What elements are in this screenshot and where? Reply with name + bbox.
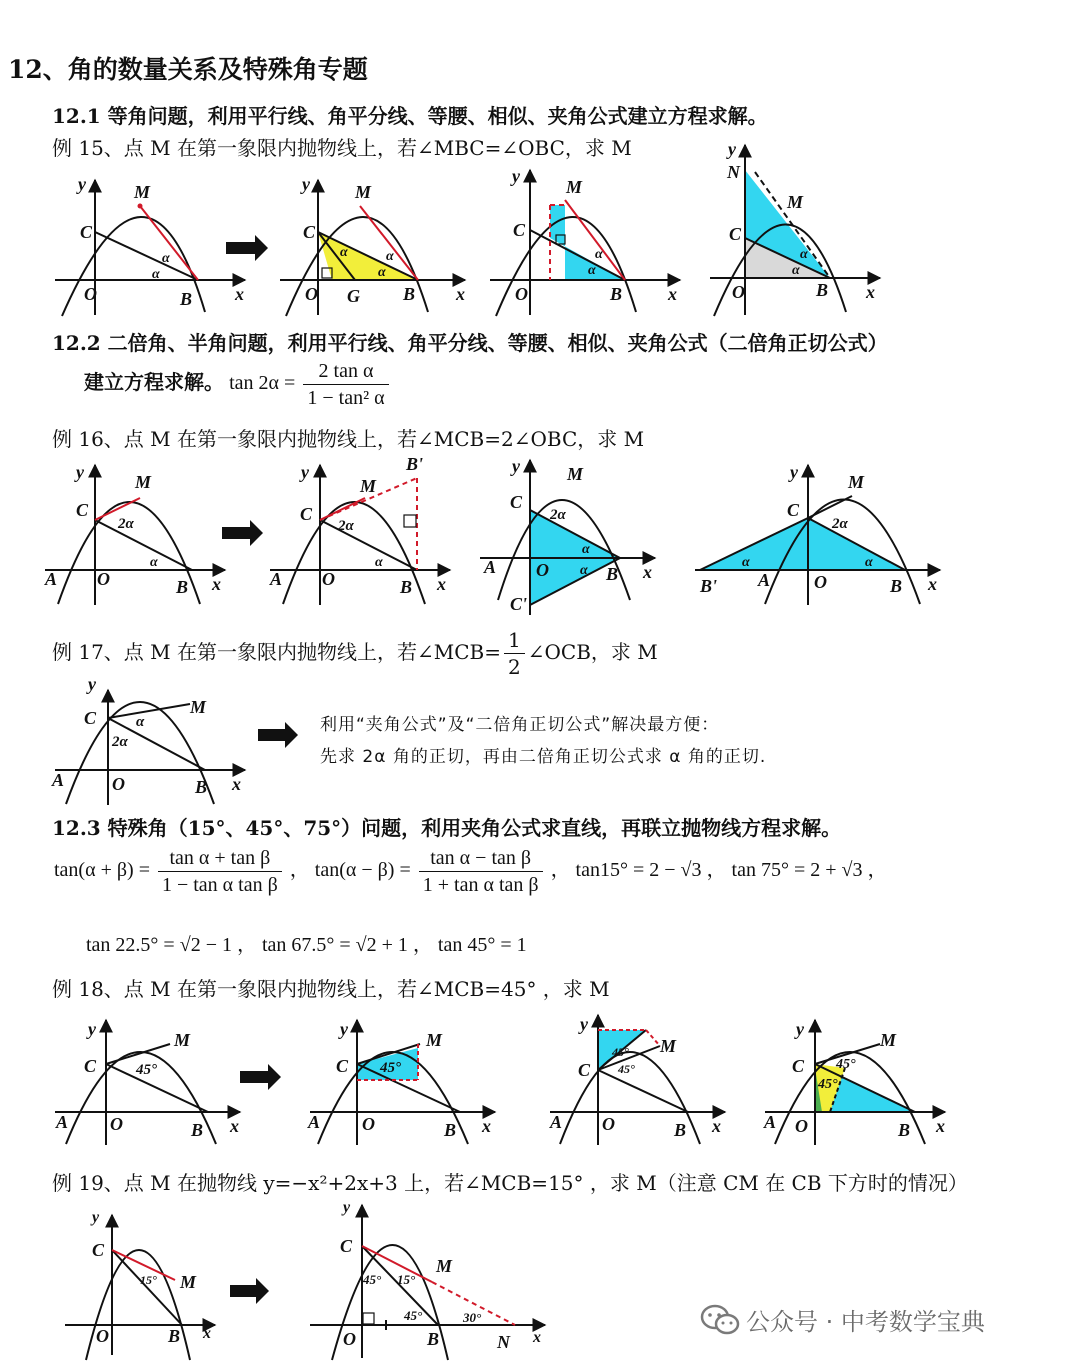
f2-num: tan α − tan β — [419, 845, 543, 872]
fig17-C: C — [84, 708, 97, 728]
fig18-2-B: B — [444, 1120, 457, 1140]
fig16-2-C: C — [300, 504, 313, 524]
fig19-2-30: 30° — [463, 1310, 482, 1325]
f3-special-values: ， tan15° = 2 − √3 ， tan 75° = 2 + √3 ， — [550, 859, 888, 882]
fig19-1-x: x — [203, 1325, 211, 1342]
arrow-right-icon — [222, 520, 263, 546]
fig16-1-y: y — [76, 462, 84, 482]
fig18-1-O: O — [110, 1114, 123, 1134]
fig16-4-a1: α — [742, 555, 750, 570]
fig17-y: y — [88, 674, 96, 694]
fig19-2-45a: 45° — [363, 1272, 382, 1287]
f2-lhs: ， tan(α − β) = — [289, 859, 411, 882]
fig16-4-C: C — [787, 500, 800, 520]
example-15: 例 15、点 M 在第一象限内抛物线上，若∠MBC=∠OBC，求 M — [52, 136, 632, 160]
fig19-2-y: y — [343, 1199, 351, 1216]
fig19-1-C: C — [92, 1240, 105, 1260]
fig16-4-a2: α — [865, 555, 873, 570]
fig18-4-A: A — [764, 1112, 777, 1132]
fig15-1-x: x — [235, 284, 244, 304]
fig-19-1 — [65, 1209, 215, 1360]
fig15-2-x: x — [456, 284, 465, 304]
fig16-2-M: M — [360, 476, 377, 496]
example-16: 例 16、点 M 在第一象限内抛物线上，若∠MCB=2∠OBC，求 M — [52, 427, 645, 451]
page-title: 12、角的数量关系及特殊角专题 — [8, 55, 368, 84]
fig16-1-M: M — [135, 472, 152, 492]
fig19-1-M: M — [180, 1272, 197, 1292]
fig16-2-O: O — [322, 569, 335, 589]
f1-lhs: tan(α + β) = — [54, 859, 150, 882]
fig-16-3 — [480, 456, 655, 615]
fig15-3-x: x — [668, 284, 677, 304]
fig18-3-45b: 45° — [618, 1062, 635, 1076]
fig16-4-Bp: B' — [700, 576, 718, 596]
fig-18-3 — [549, 1014, 725, 1145]
formula-numerator: 2 tan α — [303, 358, 388, 385]
arrow-right-icon — [258, 722, 298, 748]
special-tan-values: tan 22.5° = √2 − 1 ， tan 67.5° = √2 + 1 ， tan 45° = 1 — [86, 934, 527, 956]
fig19-2-M: M — [436, 1256, 453, 1276]
fig16-4-O: O — [814, 572, 827, 592]
fig18-4-B: B — [898, 1120, 911, 1140]
fig16-3-a1: α — [582, 542, 590, 557]
fig15-2-y: y — [302, 174, 310, 194]
fig16-3-2a: 2α — [550, 507, 566, 523]
fig17-A: A — [52, 770, 65, 790]
fig19-1-O: O — [96, 1326, 109, 1346]
fig17-O: O — [112, 774, 125, 794]
fig17-x: x — [232, 774, 241, 794]
fig18-1-M: M — [174, 1030, 191, 1050]
fig16-1-O: O — [97, 569, 110, 589]
section-12-1-heading: 12.1 等角问题，利用平行线、角平分线、等腰、相似、夹角公式建立方程求解。 — [52, 104, 768, 128]
fig16-3-a2: α — [580, 563, 588, 578]
fig-16-1 — [44, 462, 225, 605]
fig19-2-O: O — [343, 1329, 356, 1349]
fig15-2-B: B — [403, 284, 416, 304]
fig16-3-M: M — [567, 464, 584, 484]
fig-15-4 — [710, 139, 880, 316]
fig16-3-C: C — [510, 492, 523, 512]
fig-15-2 — [280, 174, 465, 316]
fig18-2-x: x — [482, 1116, 491, 1136]
example-17-text-a: 例 17、点 M 在第一象限内抛物线上，若∠MCB= — [52, 640, 501, 664]
fig16-2-a: α — [375, 555, 383, 570]
fig15-3-y: y — [512, 166, 520, 186]
fig16-3-A: A — [484, 557, 497, 577]
section-12-2-heading-cont: 建立方程求解。 — [84, 370, 224, 394]
example-17-num: 1 — [504, 627, 525, 654]
fig15-2-C: C — [303, 222, 316, 242]
fig15-3-a2: α — [588, 263, 596, 278]
fig15-2-a1: α — [340, 245, 348, 260]
fig18-3-O: O — [602, 1114, 615, 1134]
fig18-4-x: x — [936, 1116, 945, 1136]
wechat-icon — [700, 1303, 740, 1337]
fig19-2-C: C — [340, 1236, 353, 1256]
fig18-2-45: 45° — [380, 1060, 401, 1076]
fig15-3-M: M — [566, 177, 583, 197]
fig-18-2 — [307, 1019, 495, 1145]
f2-den: 1 + tan α tan β — [422, 874, 539, 896]
arrow-right-icon — [226, 235, 268, 261]
fig18-1-C: C — [84, 1056, 97, 1076]
fig-15-1 — [55, 174, 245, 316]
fig16-4-x: x — [928, 574, 937, 594]
fig18-3-45a: 45° — [612, 1045, 629, 1059]
fig15-2-O: O — [305, 284, 318, 304]
fig15-2-a2: α — [386, 249, 394, 264]
fig16-2-A: A — [270, 569, 283, 589]
fig15-4-x: x — [866, 282, 875, 302]
note-line-2: 先求 2α 角的正切，再由二倍角正切公式求 α 角的正切. — [320, 747, 767, 767]
fig18-3-B: B — [674, 1120, 687, 1140]
fig18-1-A: A — [56, 1112, 69, 1132]
fig18-1-45: 45° — [136, 1062, 157, 1078]
fig15-3-a1: α — [595, 247, 603, 262]
fig15-1-B: B — [180, 289, 193, 309]
fig15-3-C: C — [513, 220, 526, 240]
fig16-2-x: x — [437, 574, 446, 594]
fig18-4-y: y — [796, 1019, 804, 1039]
fig18-4-O: O — [795, 1116, 808, 1136]
fig16-2-B: B — [400, 577, 413, 597]
fig16-3-x: x — [643, 562, 652, 582]
fig19-1-B: B — [168, 1326, 181, 1346]
formula-lhs: tan 2α = — [229, 372, 296, 394]
fig15-2-M: M — [355, 182, 372, 202]
fig15-4-a2: α — [792, 263, 800, 278]
fig15-2-a3: α — [378, 265, 386, 280]
fig16-1-2a: 2α — [118, 516, 134, 532]
section-12-2-heading: 12.2 二倍角、半角问题，利用平行线、角平分线、等腰、相似、夹角公式（二倍角正切公式） — [52, 331, 888, 355]
fig16-1-B: B — [176, 577, 189, 597]
fig17-B: B — [195, 777, 208, 797]
example-17-den: 2 — [508, 655, 521, 679]
note-line-1: 利用“夹角公式”及“二倍角正切公式”解决最方便： — [320, 715, 720, 735]
fig15-1-C: C — [80, 222, 93, 242]
fig15-1-O: O — [84, 284, 97, 304]
fig-16-2 — [269, 454, 450, 605]
fig15-1-M: M — [134, 182, 151, 202]
fig-19-2 — [310, 1199, 545, 1360]
fig19-2-x: x — [533, 1329, 541, 1346]
fig16-3-O: O — [536, 560, 549, 580]
fig19-1-y: y — [92, 1209, 100, 1226]
fig18-2-C: C — [336, 1056, 349, 1076]
fig17-2a: 2α — [112, 734, 128, 750]
fig-16-4 — [695, 462, 940, 605]
fig18-3-y: y — [580, 1014, 588, 1034]
fig18-4-M: M — [880, 1030, 897, 1050]
fig16-1-x: x — [212, 574, 221, 594]
fig16-1-A: A — [45, 569, 58, 589]
fig-15-3 — [490, 166, 680, 316]
fig15-2-G: G — [347, 286, 360, 306]
fig16-3-Cp: C' — [510, 594, 528, 614]
formula-denominator: 1 − tan² α — [307, 387, 385, 409]
fig18-1-B: B — [191, 1120, 204, 1140]
fig16-4-y: y — [790, 462, 798, 482]
fig16-3-y: y — [512, 456, 520, 476]
fig19-2-B: B — [427, 1329, 440, 1349]
fig15-4-M: M — [787, 192, 804, 212]
fig-17 — [51, 674, 245, 805]
arrow-right-icon — [240, 1064, 281, 1090]
fig18-3-C: C — [578, 1060, 591, 1080]
fig18-3-A: A — [550, 1112, 563, 1132]
arrow-right-icon — [230, 1278, 269, 1304]
fig15-1-a1: α — [162, 251, 170, 266]
fig15-1-a2: α — [152, 267, 160, 282]
fig18-4-C: C — [792, 1056, 805, 1076]
fig16-3-B: B — [606, 564, 619, 584]
fig16-4-B: B — [890, 576, 903, 596]
fig16-4-A: A — [758, 570, 771, 590]
fig18-2-M: M — [426, 1030, 443, 1050]
fig15-4-C: C — [729, 224, 742, 244]
example-19: 例 19、点 M 在抛物线 y=−x²+2x+3 上，若∠MCB=15° ，求 M（注意 CM 在 CB 下方时的情况） — [52, 1171, 968, 1195]
f1-num: tan α + tan β — [158, 845, 282, 872]
fig16-4-2a: 2α — [832, 516, 848, 532]
fig18-4-45b: 45° — [818, 1077, 838, 1092]
fig16-2-Bp: B' — [406, 454, 424, 474]
fig15-4-O: O — [732, 282, 745, 302]
fig18-1-x: x — [230, 1116, 239, 1136]
fig16-1-a: α — [150, 555, 158, 570]
fig17-M: M — [190, 697, 207, 717]
fig16-2-y: y — [301, 462, 309, 482]
fig18-4-45a: 45° — [836, 1057, 856, 1072]
fig-18-4 — [763, 1019, 945, 1145]
fig15-1-y: y — [78, 174, 86, 194]
fig15-4-y: y — [728, 139, 736, 159]
fig19-1-15: 15° — [140, 1273, 157, 1287]
watermark — [700, 1302, 985, 1337]
fig18-3-x: x — [712, 1116, 721, 1136]
fig15-4-B: B — [816, 280, 829, 300]
fig19-2-15: 15° — [397, 1272, 416, 1287]
example-18: 例 18、点 M 在第一象限内抛物线上，若∠MCB=45° ，求 M — [52, 977, 610, 1001]
fig17-a: α — [136, 714, 145, 730]
fig16-1-C: C — [76, 500, 89, 520]
fig19-2-45b: 45° — [404, 1308, 423, 1323]
fig18-3-M: M — [660, 1036, 677, 1056]
fig15-4-N: N — [727, 162, 740, 182]
fig18-2-O: O — [362, 1114, 375, 1134]
fig18-2-A: A — [308, 1112, 321, 1132]
section-12-3-heading: 12.3 特殊角（15°、45°、75°）问题，利用夹角公式求直线，再联立抛物线方程求解。 — [52, 816, 842, 840]
fig16-2-2a: 2α — [338, 518, 354, 534]
fig16-4-M: M — [848, 472, 865, 492]
example-17-text-b: ∠OCB，求 M — [527, 640, 658, 664]
fig18-1-y: y — [88, 1019, 96, 1039]
fig19-2-N: N — [497, 1332, 510, 1352]
fig18-2-y: y — [340, 1019, 348, 1039]
fig-18-1 — [55, 1019, 240, 1145]
fig15-4-a1: α — [800, 247, 808, 262]
f1-den: 1 − tan α tan β — [161, 874, 278, 896]
fig15-3-O: O — [515, 284, 528, 304]
watermark-text: 公众号 · 中考数学宝典 — [746, 1308, 985, 1336]
fig15-3-B: B — [610, 284, 623, 304]
